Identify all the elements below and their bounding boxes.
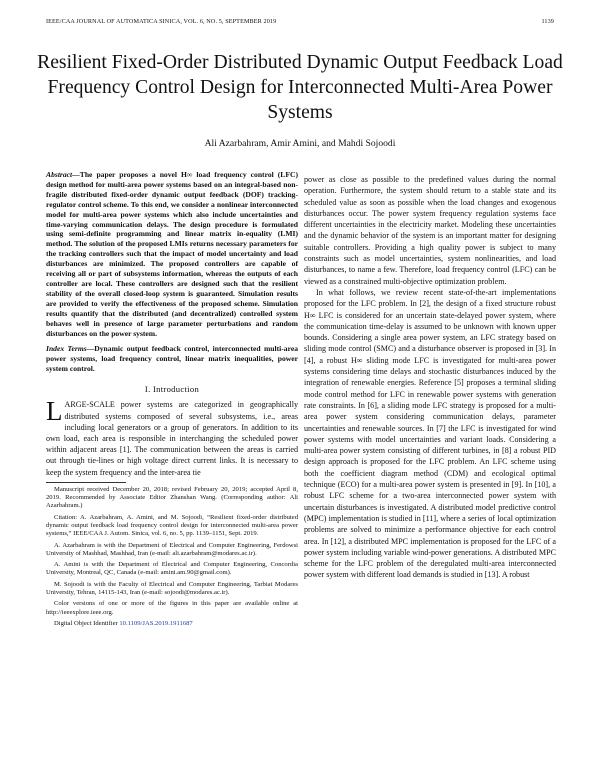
running-header	[46, 18, 554, 25]
introduction-text: ARGE-SCALE power systems are categorized in geographically distributed systems composed of several subsystems, i.e., areas including local generators or a group of generators. In addition to its own load, each area is responsible in interchanging the scheduled power within adjacent areas [1]. The communication between the areas is carried out through tie-lines or high voltage direct current links. It is necessary to keep the system frequency and the inter-area tie	[46, 400, 298, 477]
index-terms-text: —Dynamic output feedback control, interconnected multi-area power systems, load frequency control, linear matrix inequalities, power system control.	[46, 344, 299, 374]
footnote-manuscript: Manuscript received December 20, 2018; revised February 20, 2019; accepted April 8, 2019. Recommended by Associate Editor Zhanshan Wang. (Corresponding author: Ali Azarbahram.)	[46, 485, 298, 510]
footnote-author-azarbahram: A. Azarbahram is with the Department of Electrical and Computer Engineering, Ferdowsi University of Mashhad, Mashhad, Iran (e-mail: ali.azarbahram@modares.ac.ir).	[46, 541, 298, 557]
doi-line	[46, 620, 298, 628]
author-list: Ali Azarbahram, Amir Amini, and Mahdi Sojoodi	[204, 138, 396, 149]
footnote-author-amini: A. Amini is with the Department of Electrical and Computer Engineering, Concordia University, Montreal, QC, Canada (e-mail: amini.am.90@gmail.com).	[46, 561, 298, 577]
footnote-author-sojoodi: M. Sojoodi is with the Faculty of Electrical and Computer Engineering, Tarbiat Modares University, Tehran, 14115-143, Iran (e-mail: sojoodi@modares.ac.ir).	[46, 580, 298, 597]
abstract	[46, 170, 298, 338]
body-paragraph: In what follows, we review recent state-of-the-art implementations proposed for the LFC problem. In [2], the design of a fixed structure robust H∞ LFC is considered for an uncertain state-delayed power system, where the communication time-delay is assumed to be unknown with known upper bounds. Considering a single area power system, an LFC strategy based on sliding mode control (SMC) and a disturbance observer is proposed in [3]. In [4], a robust H∞ sliding mode LFC is investigated for multi-area power systems considering time delays and stochastic disturbances induced by the integration of renewable energies. Reference [5] proposes a terminal sliding mode control method for LFC in renewable power systems with generation rate constraints. In [6], a sliding mode LFC strategy is proposed for a multi-area power system considering communication delays, parameter uncertainties and renewable sources. In [7] the LFC is investigated for wind power systems with model uncertainties and variant loads. Considering a multi-area power system consisting of different turbines, in [8] a robust PID design approach is proposed for the LFC problem. An LFC scheme using both the coefficient diagram method (CDM) and ecological optimal technique (ECO) for a multi-area power system is presented in [9]. In [10], a robust LFC scheme for a two-area interconnected power system with uncertain disturbances is investigated. A distributed model predictive control (MPC) implementation is studied in [11], where a series of local optimization problems are solved to minimize a performance objective for each control area. In [12], a distributed MPC implementation is proposed for the LFC of a power system including variable wind-power generations. A distributed MPC scheme for the LFC problem of the deregulated multi-area interconnected power system with different load demands is studied in [13]. A robust	[304, 287, 556, 580]
page-number: 1139	[541, 18, 554, 25]
footnote-color-versions: Color versions of one or more of the figures in this paper are available online at http://ieeexplore.ieee.org.	[46, 600, 298, 616]
index-terms-lead: Index Terms	[46, 344, 87, 354]
doi-label: Digital Object Identifier	[54, 619, 120, 627]
abstract-lead: Abstract	[46, 170, 73, 179]
drop-cap: L	[46, 396, 63, 427]
left-column	[46, 170, 298, 628]
paper-title: Resilient Fixed-Order Distributed Dynamic Output Feedback Load Frequency Control Design for Interconnected Multi-Area Power Systems	[37, 52, 563, 124]
footnote-citation: Citation: A. Azarbahram, A. Amini, and M. Sojoodi, “Resilient fixed-order distributed dynamic output feedback load frequency control design for interconnected multi-area power systems,” IEEE/CAA J. Autom. Sinica, vol. 6, no. 5, pp. 1139–1151, Sept. 2019.	[46, 513, 298, 538]
doi-link[interactable]: 10.1109/JAS.2019.1911687	[119, 619, 193, 627]
abstract-text: —The paper proposes a novel H∞ load frequency control (LFC) design method for multi-area power systems based on an integral-based non-fragile distributed fixed-order dynamic output feedback (DOF) tracking-regulator control scheme. To this end, we consider a nonlinear interconnected model for multi-area power systems which also include uncertainties and time-varying communication delays. The design procedure is formulated using semi-definite programming and linear matrix in-equality (LMI) method. The solution of the proposed LMIs returns necessary parameters for the tracking controllers such that the impact of model uncertainty and load disturbances are minimized. The proposed controllers are capable of receiving all or part of subsystems information, whereas the outputs of each controller are local. These controllers are designed such that the resilient stability of the overall closed-loop system is guaranteed. Simulation results are provided to verify the effectiveness of the proposed scheme. Simulation results quantify that the distributed (and decentralized) controlled system behaves well in presence of large parameter perturbations and random disturbances on the power system.	[46, 170, 298, 338]
index-terms	[46, 344, 298, 374]
body-paragraph: power as close as possible to the predefined values during the normal operation. Furthermore, the system should return to a stable state and its scheduled value as soon as possible when the load changes and exogenous disturbances occur. The power system frequency regulation systems face different uncertainties in the electricity market. Modeling these uncertainties and the dynamic behavior of the system is an important matter for designing suitable controllers. Providing a high quality power is subject to many constraints such as model uncertainties, system nonlinearities, and load disturbances, to name a few. Therefore, load frequency control (LFC) can be viewed as a constrained multi-objective optimization problem.	[304, 175, 556, 286]
journal-name: IEEE/CAA JOURNAL OF AUTOMATICA SINICA, VOL. 6, NO. 5, SEPTEMBER 2019	[46, 18, 277, 25]
right-column	[304, 174, 556, 581]
introduction-paragraph	[46, 396, 298, 477]
footnote-divider	[46, 482, 126, 483]
section-heading-introduction: I. Introduction	[144, 384, 200, 395]
